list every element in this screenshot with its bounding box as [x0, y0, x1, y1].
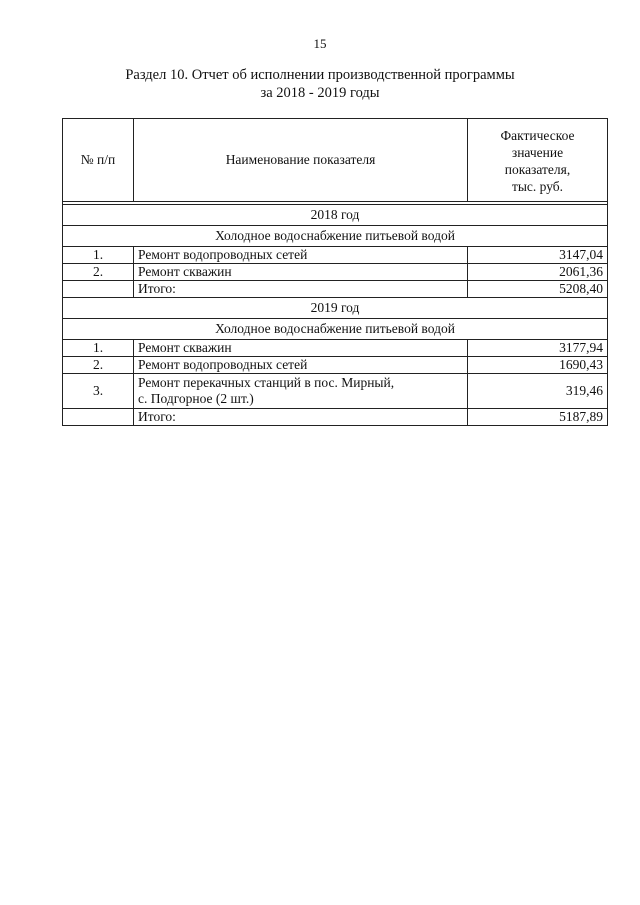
header-name: Наименование показателя [134, 119, 468, 202]
row-value: 319,46 [468, 374, 608, 409]
header-value-line: значение [511, 145, 564, 160]
year-row [63, 205, 608, 226]
header-value-line: показателя, [504, 162, 571, 177]
header-value-line: тыс. руб. [511, 179, 564, 194]
row-name-line: Ремонт скважин [138, 264, 232, 279]
category-label: Холодное водоснабжение питьевой водой [63, 319, 608, 340]
document-title [0, 66, 640, 102]
row-name [134, 264, 468, 281]
total-row [63, 281, 608, 298]
total-label: Итого: [134, 409, 468, 426]
row-name [134, 374, 468, 409]
total-value: 5208,40 [468, 281, 608, 298]
row-num: 2. [63, 264, 134, 281]
table-row [63, 247, 608, 264]
category-row [63, 226, 608, 247]
header-num: № п/п [63, 119, 134, 202]
row-name [134, 340, 468, 357]
total-label: Итого: [134, 281, 468, 298]
table-row [63, 374, 608, 409]
year-label: 2019 год [63, 298, 608, 319]
table-row [63, 357, 608, 374]
table-row [63, 264, 608, 281]
row-num: 1. [63, 340, 134, 357]
row-num: 3. [63, 374, 134, 409]
header-value [468, 119, 608, 202]
year-label: 2018 год [63, 205, 608, 226]
row-num: 1. [63, 247, 134, 264]
title-line-2: за 2018 - 2019 годы [260, 85, 380, 101]
row-value: 3177,94 [468, 340, 608, 357]
row-value: 2061,36 [468, 264, 608, 281]
report-table [62, 118, 608, 426]
table-row [63, 340, 608, 357]
total-value: 5187,89 [468, 409, 608, 426]
header-value-line: Фактическое [500, 128, 575, 143]
category-row [63, 319, 608, 340]
row-name [134, 357, 468, 374]
total-row [63, 409, 608, 426]
row-name-line: Ремонт перекачных станций в пос. Мирный, [138, 375, 395, 390]
table-header-row [63, 119, 608, 202]
category-label: Холодное водоснабжение питьевой водой [63, 226, 608, 247]
title-line-1: Раздел 10. Отчет об исполнении производственной программы [125, 67, 515, 83]
row-name-line: Ремонт скважин [138, 340, 232, 355]
row-value: 1690,43 [468, 357, 608, 374]
row-name-line: Ремонт водопроводных сетей [138, 247, 308, 262]
page-number: 15 [313, 36, 327, 51]
row-value: 3147,04 [468, 247, 608, 264]
row-name-line: с. Подгорное (2 шт.) [138, 391, 254, 406]
row-name [134, 247, 468, 264]
year-row [63, 298, 608, 319]
row-num: 2. [63, 357, 134, 374]
row-name-line: Ремонт водопроводных сетей [138, 357, 308, 372]
